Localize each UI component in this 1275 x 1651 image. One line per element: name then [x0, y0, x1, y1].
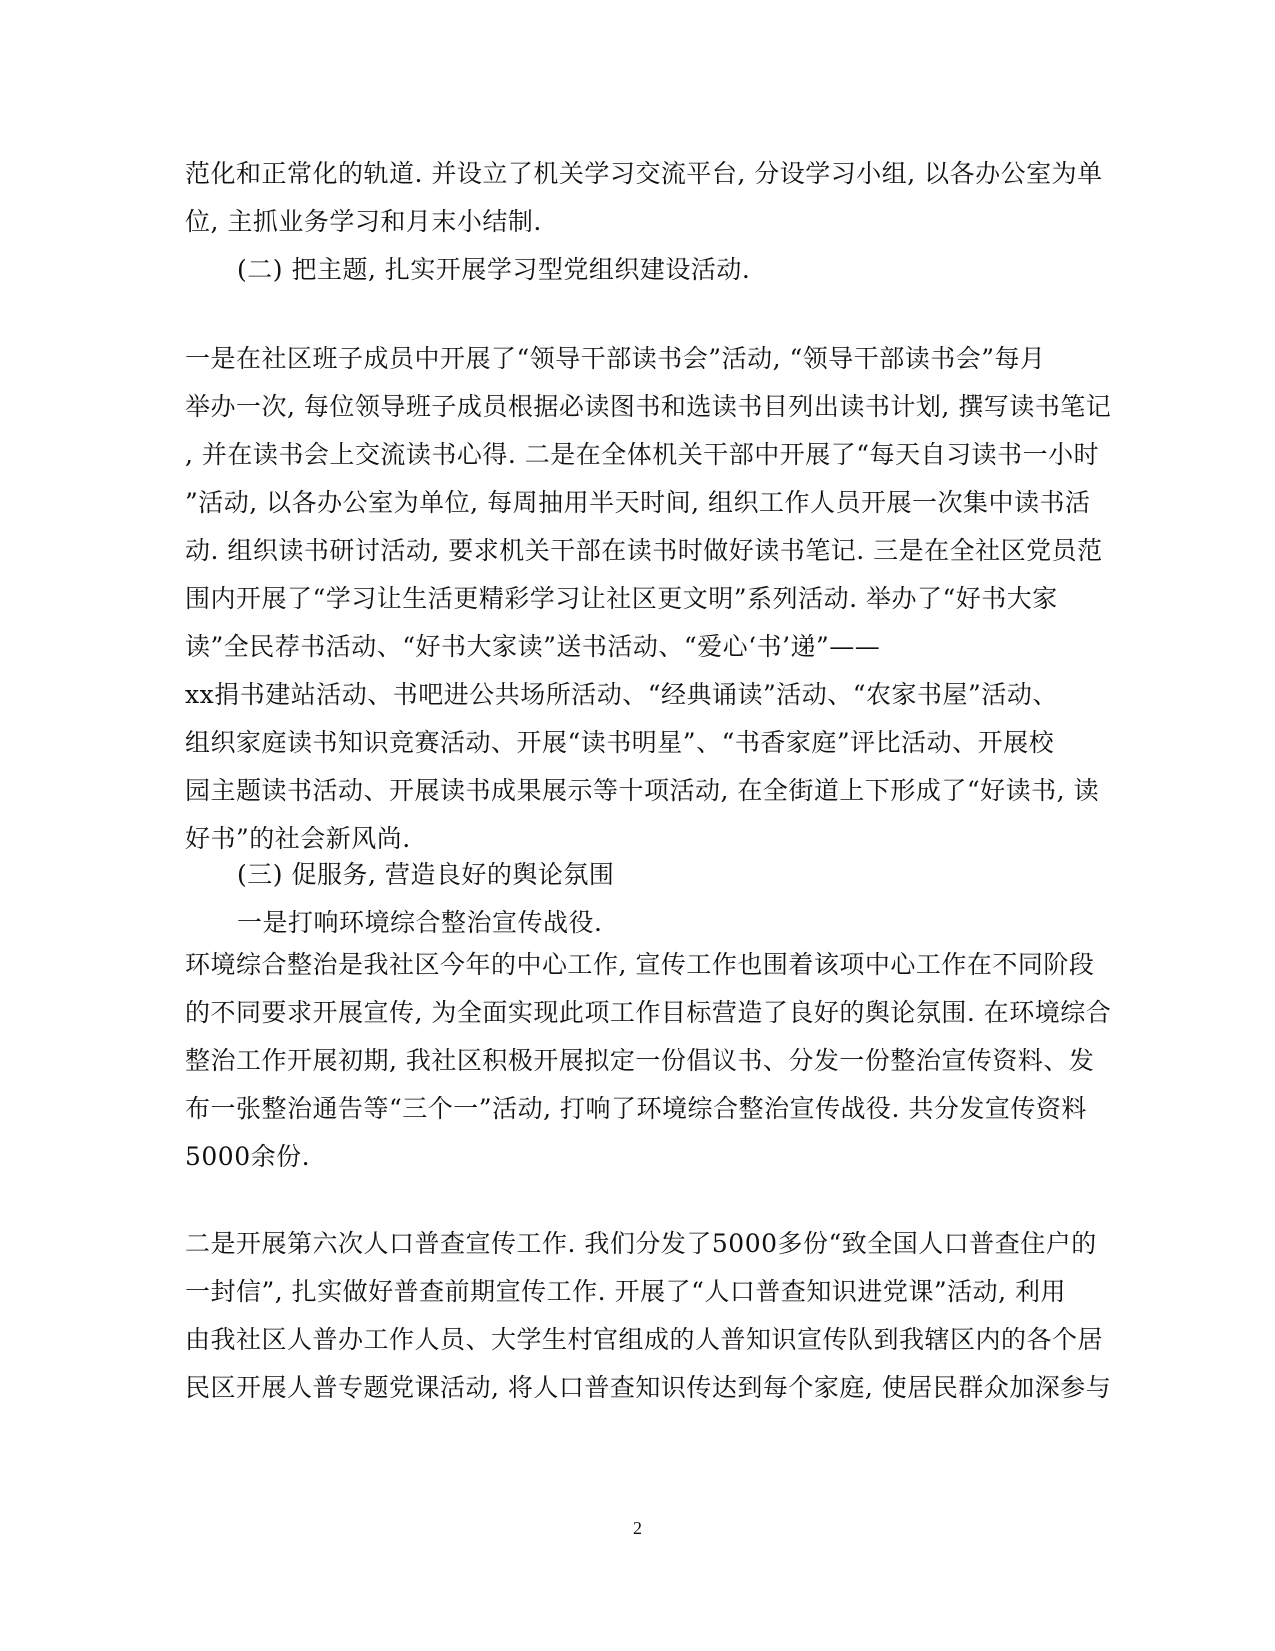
section-heading-3 — [185, 851, 1090, 947]
text-line: 民区开展人普专题党课活动, 将人口普查知识传达到每个家庭, 使居民群众加深参与 — [185, 1373, 1112, 1402]
text-line: 读”全民荐书活动、“好书大家读”送书活动、“爱心‘书’递”—— — [185, 632, 881, 661]
paragraph-block-reading — [185, 335, 1112, 863]
text-line: 组织家庭读书知识竞赛活动、开展“读书明星”、“书香家庭”评比活动、开展校 — [185, 728, 1055, 757]
text-line: 5000余份. — [185, 1142, 311, 1171]
text-line: 位, 主抓业务学习和月末小结制. — [185, 207, 542, 236]
text-line: ”活动, 以各办公室为单位, 每周抽用半天时间, 组织工作人员开展一次集中读书活 — [185, 488, 1091, 517]
text-line: xx捐书建站活动、书吧进公共场所活动、“经典诵读”活动、“农家书屋”活动、 — [185, 680, 1058, 709]
text-line: 环境综合整治是我社区今年的中心工作, 宣传工作也围着该项中心工作在不同阶段 — [185, 950, 1095, 979]
text-line: 动. 组织读书研讨活动, 要求机关干部在读书时做好读书笔记. 三是在全社区党员范 — [185, 536, 1103, 565]
section-heading-2 — [185, 246, 1090, 294]
text-line: 好书”的社会新风尚. — [185, 824, 411, 853]
text-line: 的不同要求开展宣传, 为全面实现此项工作目标营造了良好的舆论氛围. 在环境综合 — [185, 998, 1112, 1027]
text-line: 由我社区人普办工作人员、大学生村官组成的人普知识宣传队到我辖区内的各个居 — [185, 1325, 1104, 1354]
text-line: 范化和正常化的轨道. 并设立了机关学习交流平台, 分设学习小组, 以各办公室为单 — [185, 159, 1103, 188]
text-line: 围内开展了“学习让生活更精彩学习让社区更文明”系列活动. 举办了“好书大家 — [185, 584, 1058, 613]
paragraph-block-1 — [185, 150, 1103, 246]
text-line: 举办一次, 每位领导班子成员根据必读图书和选读书目列出读书计划, 撰写读书笔记 — [185, 392, 1112, 421]
text-line: 一是打响环境综合整治宣传战役. — [237, 908, 603, 937]
paragraph-block-environment — [185, 941, 1112, 1181]
paragraph-block-census — [185, 1220, 1112, 1412]
text-line: , 并在读书会上交流读书心得. 二是在全体机关干部中开展了“每天自习读书一小时 — [185, 440, 1100, 469]
text-line: 布一张整治通告等“三个一”活动, 打响了环境综合整治宣传战役. 共分发宣传资料 — [185, 1094, 1087, 1123]
text-line: 二是开展第六次人口普查宣传工作. 我们分发了5000多份“致全国人口普查住户的 — [185, 1229, 1097, 1258]
text-line: 一是在社区班子成员中开展了“领导干部读书会”活动, “领导干部读书会”每月 — [185, 344, 1046, 373]
page-number: 2 — [633, 1518, 642, 1538]
text-line: 园主题读书活动、开展读书成果展示等十项活动, 在全街道上下形成了“好读书, 读 — [185, 776, 1100, 805]
text-line: (二) 把主题, 扎实开展学习型党组织建设活动. — [237, 255, 751, 284]
text-line: 整治工作开展初期, 我社区积极开展拟定一份倡议书、分发一份整治宣传资料、发 — [185, 1046, 1095, 1075]
text-line: 一封信”, 扎实做好普查前期宣传工作. 开展了“人口普查知识进党课”活动, 利用 — [185, 1277, 1067, 1306]
text-line: (三) 促服务, 营造良好的舆论氛围 — [237, 860, 615, 889]
